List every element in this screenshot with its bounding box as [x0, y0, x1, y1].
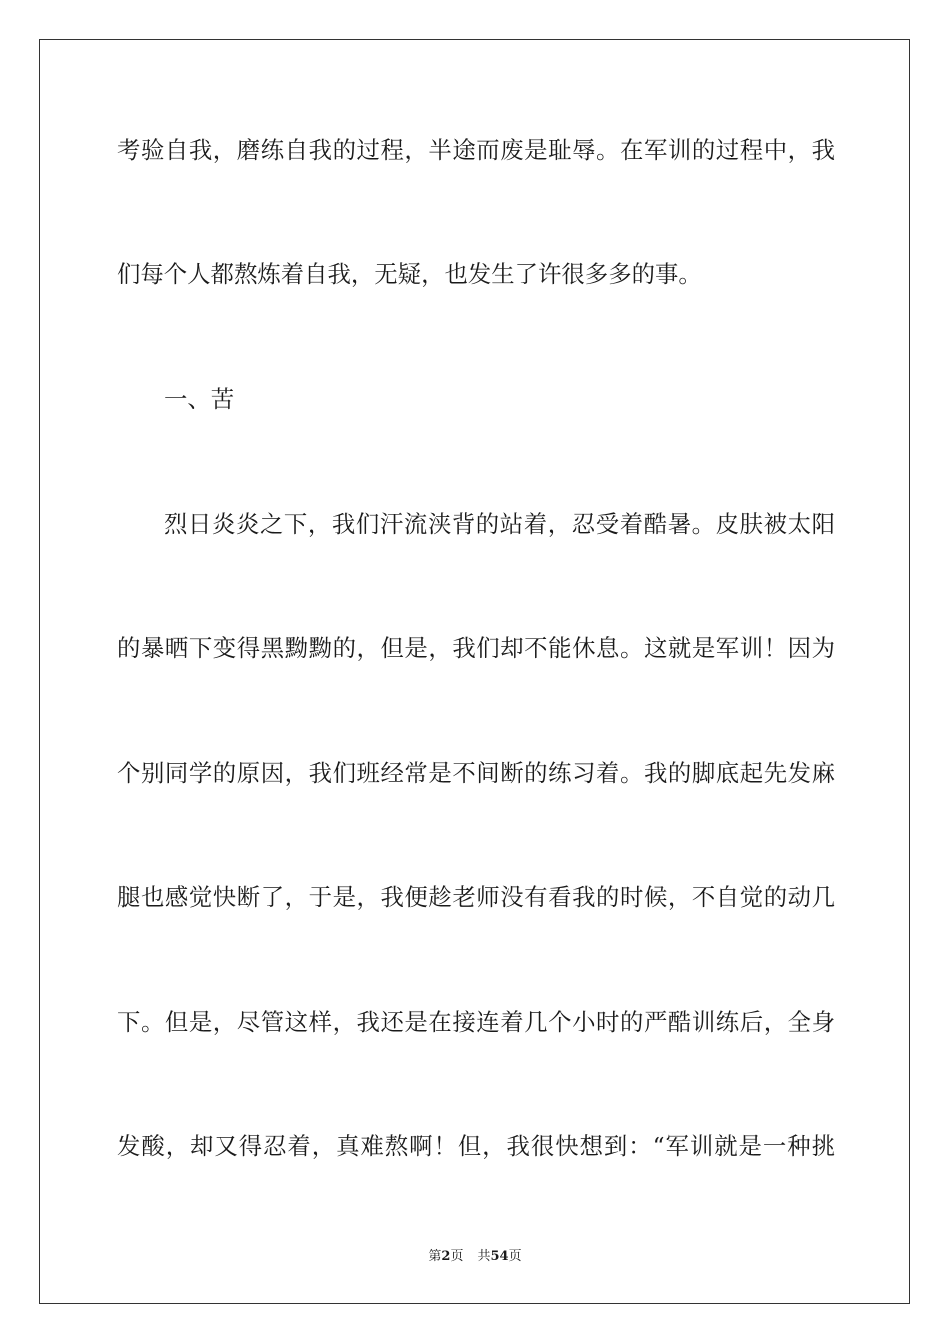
- total-prefix: 共: [477, 1249, 491, 1264]
- text-line-8: 发酸，却又得忍着，真难熬啊！但，我很快想到：“军训就是一种挑: [117, 1132, 835, 1160]
- page-footer: [0, 1249, 950, 1265]
- text-line-3: 烈日炎炎之下，我们汗流浃背的站着，忍受着酷暑。皮肤被太阳: [164, 510, 835, 538]
- page-border: [39, 39, 910, 1304]
- text-line-2: 们每个人都熬炼着自我，无疑，也发生了许很多多的事。: [117, 260, 702, 288]
- text-line-1: 考验自我，磨练自我的过程，半途而废是耻辱。在军训的过程中，我: [117, 136, 835, 164]
- total-pages: 54: [490, 1249, 509, 1264]
- total-suffix: 页: [508, 1249, 522, 1264]
- page-number: 2: [441, 1249, 451, 1264]
- text-line-5: 个别同学的原因，我们班经常是不间断的练习着。我的脚底起先发麻: [117, 759, 835, 787]
- page-suffix: 页: [450, 1249, 464, 1264]
- text-line-4: 的暴晒下变得黑黝黝的，但是，我们却不能休息。这就是军训！因为: [117, 634, 835, 662]
- page-prefix: 第: [428, 1249, 442, 1264]
- text-line-6: 腿也感觉快断了，于是，我便趁老师没有看我的时候，不自觉的动几: [117, 883, 835, 911]
- section-heading: 一、苦: [164, 385, 235, 413]
- text-line-7: 下。但是，尽管这样，我还是在接连着几个小时的严酷训练后，全身: [117, 1008, 835, 1036]
